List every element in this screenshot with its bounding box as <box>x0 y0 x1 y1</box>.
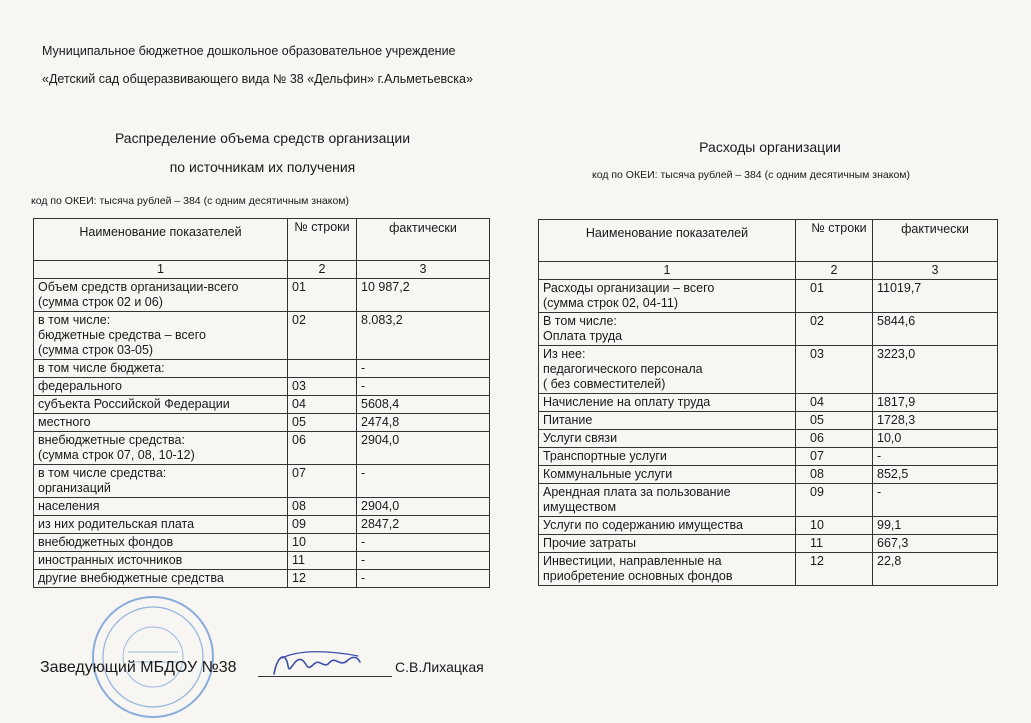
column-header: Наименование показателей <box>539 220 796 262</box>
row-code: 01 <box>796 280 873 313</box>
signatory-position: Заведующий МБДОУ №38 <box>40 659 237 676</box>
row-value: - <box>357 570 490 588</box>
expenses-table <box>538 219 998 586</box>
table-row <box>34 396 490 414</box>
row-code: 12 <box>796 553 873 586</box>
row-value: - <box>873 448 998 466</box>
table-row <box>34 360 490 378</box>
table-row <box>34 279 490 312</box>
column-number: 3 <box>873 262 998 280</box>
row-name: Начисление на оплату труда <box>539 394 796 412</box>
row-code: 02 <box>796 313 873 346</box>
table-row <box>539 346 998 394</box>
table-row <box>539 412 998 430</box>
row-code: 06 <box>288 432 357 465</box>
table-row <box>34 570 490 588</box>
table-row <box>539 484 998 517</box>
row-code: 04 <box>796 394 873 412</box>
row-value: 852,5 <box>873 466 998 484</box>
row-value: - <box>357 378 490 396</box>
row-code: 06 <box>796 430 873 448</box>
row-code: 09 <box>288 516 357 534</box>
column-header: фактически <box>873 220 998 262</box>
table-row <box>539 517 998 535</box>
column-number: 3 <box>357 261 490 279</box>
row-code <box>288 360 357 378</box>
row-value: 2847,2 <box>357 516 490 534</box>
row-name: Услуги связи <box>539 430 796 448</box>
row-value: - <box>357 552 490 570</box>
row-name: Арендная плата за пользование имуществом <box>539 484 796 517</box>
right-title: Расходы организации <box>699 139 841 155</box>
row-value: 5844,6 <box>873 313 998 346</box>
left-title-line1: Распределение объема средств организации <box>114 130 411 146</box>
row-code: 07 <box>288 465 357 498</box>
row-code: 11 <box>796 535 873 553</box>
column-header: № строки <box>796 220 873 262</box>
row-name: местного <box>34 414 288 432</box>
row-value: - <box>357 465 490 498</box>
table-row <box>539 394 998 412</box>
table-row <box>34 312 490 360</box>
table-row <box>34 465 490 498</box>
left-title-line2: по источникам их получения <box>169 159 356 175</box>
column-number: 2 <box>796 262 873 280</box>
table-row <box>539 553 998 586</box>
row-value: - <box>357 360 490 378</box>
row-value: 10 987,2 <box>357 279 490 312</box>
row-value: 22,8 <box>873 553 998 586</box>
row-value: 11019,7 <box>873 280 998 313</box>
row-value: 2904,0 <box>357 432 490 465</box>
column-number: 1 <box>539 262 796 280</box>
row-name: Транспортные услуги <box>539 448 796 466</box>
org-name-line1: Муниципальное бюджетное дошкольное образовательное учреждение <box>42 44 456 58</box>
row-code: 10 <box>796 517 873 535</box>
row-code: 07 <box>796 448 873 466</box>
column-number: 1 <box>34 261 288 279</box>
row-name: Расходы организации – всего (сумма строк 02, 04-11) <box>539 280 796 313</box>
row-value: 2474,8 <box>357 414 490 432</box>
table-row <box>539 448 998 466</box>
org-name-line2: «Детский сад общеразвивающего вида № 38 «Дельфин» г.Альметьевска» <box>42 72 473 86</box>
column-header: фактически <box>357 219 490 261</box>
row-value: 1728,3 <box>873 412 998 430</box>
table-row <box>34 414 490 432</box>
funding-sources-table <box>33 218 490 588</box>
signatory-name: С.В.Лихацкая <box>395 659 484 675</box>
table-header-row <box>539 220 998 262</box>
row-value: 8.083,2 <box>357 312 490 360</box>
left-unit-note: код по ОКЕИ: тысяча рублей – 384 (с одним десятичным знаком) <box>31 195 350 207</box>
row-value: - <box>873 484 998 517</box>
official-stamp <box>88 592 218 722</box>
row-value: 667,3 <box>873 535 998 553</box>
row-code: 10 <box>288 534 357 552</box>
column-number: 2 <box>288 261 357 279</box>
row-name: из них родительская плата <box>34 516 288 534</box>
table-row <box>539 280 998 313</box>
row-code: 12 <box>288 570 357 588</box>
table-row <box>34 516 490 534</box>
row-value: 3223,0 <box>873 346 998 394</box>
row-name: федерального <box>34 378 288 396</box>
row-name: в том числе бюджета: <box>34 360 288 378</box>
table-row <box>539 313 998 346</box>
table-row <box>34 498 490 516</box>
table-row <box>34 552 490 570</box>
row-name: внебюджетных фондов <box>34 534 288 552</box>
row-code: 08 <box>288 498 357 516</box>
row-name: Из нее: педагогического персонала ( без совместителей) <box>539 346 796 394</box>
row-code: 08 <box>796 466 873 484</box>
table-row <box>539 430 998 448</box>
row-name: иностранных источников <box>34 552 288 570</box>
signature-line <box>258 676 392 677</box>
row-name: Питание <box>539 412 796 430</box>
row-code: 09 <box>796 484 873 517</box>
row-name: в том числе средства: организаций <box>34 465 288 498</box>
row-code: 03 <box>796 346 873 394</box>
table-header-row <box>34 219 490 261</box>
table-row <box>34 378 490 396</box>
row-name: субъекта Российской Федерации <box>34 396 288 414</box>
table-row <box>34 534 490 552</box>
row-code: 01 <box>288 279 357 312</box>
row-name: Инвестиции, направленные на приобретение основных фондов <box>539 553 796 586</box>
row-code: 05 <box>796 412 873 430</box>
row-code: 02 <box>288 312 357 360</box>
row-value: 10,0 <box>873 430 998 448</box>
row-name: Объем средств организации-всего (сумма строк 02 и 06) <box>34 279 288 312</box>
row-name: В том числе: Оплата труда <box>539 313 796 346</box>
table-row <box>539 535 998 553</box>
right-unit-note: код по ОКЕИ: тысяча рублей – 384 (с одним десятичным знаком) <box>592 169 911 181</box>
row-code: 11 <box>288 552 357 570</box>
row-name: внебюджетные средства: (сумма строк 07, 08, 10-12) <box>34 432 288 465</box>
row-value: 1817,9 <box>873 394 998 412</box>
table-row <box>34 432 490 465</box>
column-header: Наименование показателей <box>34 219 288 261</box>
row-code: 05 <box>288 414 357 432</box>
row-name: населения <box>34 498 288 516</box>
table-row <box>539 466 998 484</box>
row-name: в том числе: бюджетные средства – всего (сумма строк 03-05) <box>34 312 288 360</box>
column-number-row <box>539 262 998 280</box>
column-header: № строки <box>288 219 357 261</box>
column-number-row <box>34 261 490 279</box>
row-name: Коммунальные услуги <box>539 466 796 484</box>
row-code: 04 <box>288 396 357 414</box>
row-name: другие внебюджетные средства <box>34 570 288 588</box>
row-name: Услуги по содержанию имущества <box>539 517 796 535</box>
row-value: 2904,0 <box>357 498 490 516</box>
row-value: - <box>357 534 490 552</box>
row-code: 03 <box>288 378 357 396</box>
row-value: 99,1 <box>873 517 998 535</box>
row-name: Прочие затраты <box>539 535 796 553</box>
row-value: 5608,4 <box>357 396 490 414</box>
